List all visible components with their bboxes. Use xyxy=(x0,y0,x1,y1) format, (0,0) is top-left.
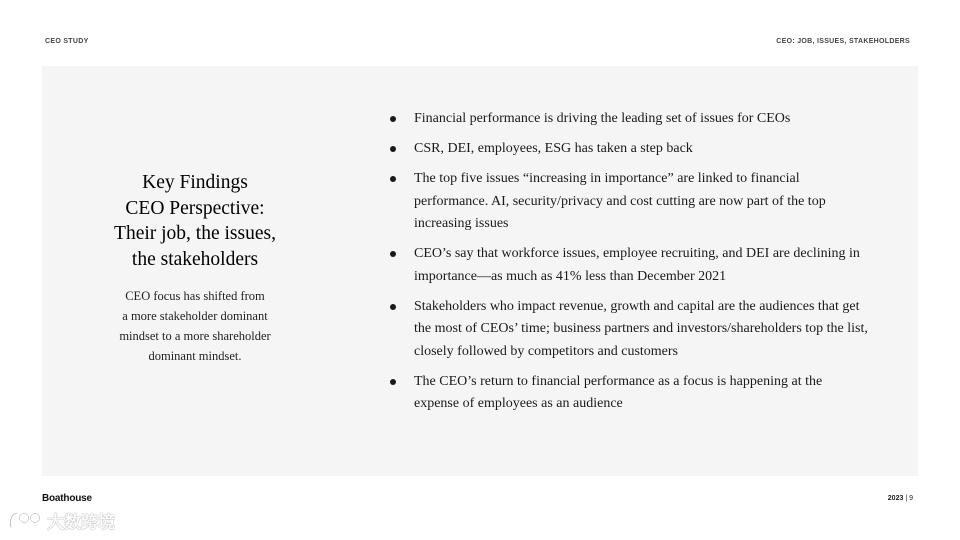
watermark-logo-icon xyxy=(8,510,44,532)
subtitle-line: a more stakeholder dominant xyxy=(122,309,268,323)
footer-separator: | xyxy=(905,495,908,502)
list-item-text: CSR, DEI, employees, ESG has taken a step back xyxy=(414,141,693,156)
list-item-text: The CEO’s return to financial performance as a focus is happening at the expense of employees as an audience xyxy=(414,373,823,411)
list-item-text: CEO’s say that workforce issues, employee recruiting, and DEI are declining in importance—as much as 41% less than December 2021 xyxy=(414,246,860,284)
title-line: the stakeholders xyxy=(131,248,259,270)
footer-year: 2023 xyxy=(887,495,904,502)
header-study-label: CEO STUDY xyxy=(45,38,89,45)
bullet-dot-icon xyxy=(390,251,396,257)
list-item-text: Stakeholders who impact revenue, growth and capital are the audiences that get the most of CEOs’ time; business partners and investors/shareholders top the list, closely followed by competitors and customers xyxy=(414,298,868,359)
key-findings-block xyxy=(95,170,295,366)
bullet-dot-icon xyxy=(390,304,396,310)
title-line: Their job, the issues, xyxy=(114,223,276,244)
page-subtitle xyxy=(95,286,295,366)
bullet-dot-icon xyxy=(390,176,396,182)
list-item-text: The top five issues “increasing in importance” are linked to financial performance. AI, security/privacy and cost cutting are now part of the top increasing issues xyxy=(414,171,826,231)
watermark-text: 大数跨境 xyxy=(47,513,115,533)
watermark xyxy=(8,508,115,533)
bullet-dot-icon xyxy=(390,146,396,152)
list-item xyxy=(390,296,870,364)
subtitle-line: CEO focus has shifted from xyxy=(125,289,265,303)
list-item xyxy=(390,168,870,236)
list-item xyxy=(390,371,870,416)
header-section-label: CEO: JOB, ISSUES, STAKEHOLDERS xyxy=(776,38,910,45)
subtitle-line: dominant mindset. xyxy=(148,349,242,363)
title-line: Key Findings xyxy=(142,172,248,193)
page-number: 9 xyxy=(909,495,913,502)
bullet-dot-icon xyxy=(390,379,396,385)
bullet-dot-icon xyxy=(390,116,396,122)
brand-logo: Boathouse xyxy=(42,493,92,504)
list-item xyxy=(390,138,870,161)
list-item-text: Financial performance is driving the leading set of issues for CEOs xyxy=(414,111,791,126)
subtitle-line: mindset to a more shareholder xyxy=(119,329,271,343)
title-line: CEO Perspective: xyxy=(125,197,265,219)
page-title xyxy=(95,170,295,272)
page-footer xyxy=(888,495,913,502)
list-item xyxy=(390,108,870,131)
list-item xyxy=(390,243,870,288)
findings-list xyxy=(390,108,870,423)
